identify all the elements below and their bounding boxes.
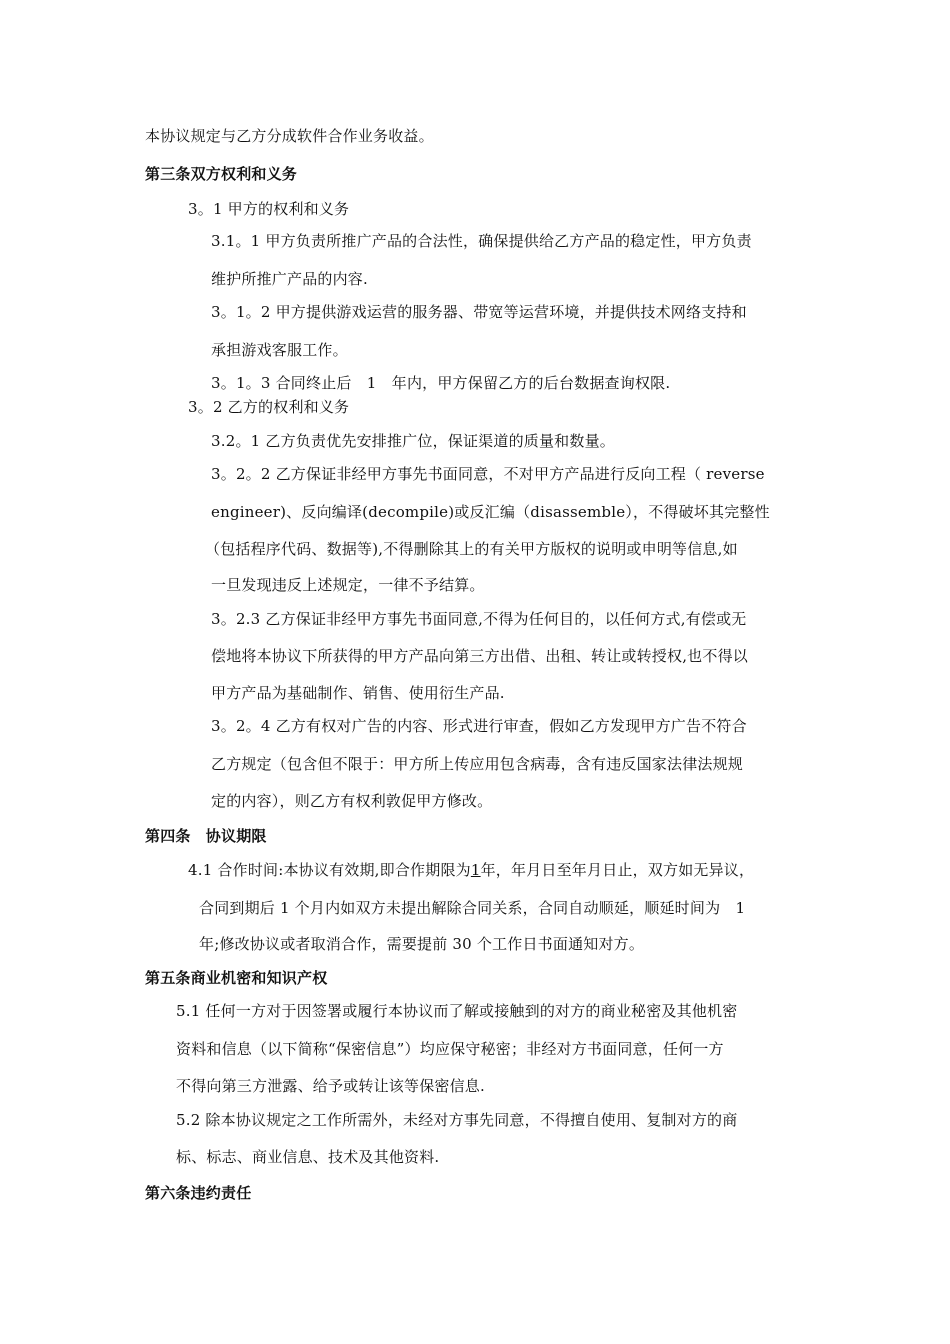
term-years-value: 1 [470,861,481,879]
paragraph-line: 偿地将本协议下所获得的甲方产品向第三方出借、出租、转让或转授权,也不得以 [211,647,748,665]
paragraph-line: 5.2 除本协议规定之工作所需外，未经对方事先同意，不得擅自使用、复制对方的商 [176,1111,738,1129]
paragraph-line: 3.2。1 乙方负责优先安排推广位，保证渠道的质量和数量。 [211,432,615,450]
paragraph-line: 乙方规定（包含但不限于：甲方所上传应用包含病毒，含有违反国家法律法规规 [211,755,744,773]
paragraph-line: 定的内容），则乙方有权利敦促甲方修改。 [211,792,493,810]
paragraph-line: 资料和信息（以下简称“保密信息”）均应保守秘密；非经对方书面同意，任何一方 [176,1040,724,1058]
section-heading-3: 第三条双方权利和义务 [145,165,298,183]
paragraph-line: 3。2。4 乙方有权对广告的内容、形式进行审查，假如乙方发现甲方广告不符合 [211,717,747,735]
paragraph-line: 维护所推广产品的内容. [211,270,368,288]
paragraph-line: 合同到期后 1 个月内如双方未提出解除合同关系，合同自动顺延，顺延时间为 1 [199,899,746,917]
paragraph-line: 标、标志、商业信息、技术及其他资料. [176,1148,440,1166]
paragraph-line: 不得向第三方泄露、给予或转让该等保密信息. [176,1077,485,1095]
paragraph-line: 3。2。2 乙方保证非经甲方事先书面同意，不对甲方产品进行反向工程（ reverse [211,465,765,483]
paragraph-line: 年;修改协议或者取消合作，需要提前 30 个工作日书面通知对方。 [199,935,645,953]
paragraph-line [188,860,754,880]
section-heading-4: 第四条 协议期限 [145,827,267,845]
subsection-heading-3-1: 3。1 甲方的权利和义务 [188,200,350,218]
paragraph-line: 3.1。1 甲方负责所推广产品的合法性，确保提供给乙方产品的稳定性，甲方负责 [211,232,752,250]
paragraph-line: 3。2.3 乙方保证非经甲方事先书面同意,不得为任何目的，以任何方式,有偿或无 [211,610,747,628]
paragraph-line: 本协议规定与乙方分成软件合作业务收益。 [145,127,434,145]
text-span: 年，年月日至年月日止，双方如无异议， [480,861,755,879]
paragraph-line: 3。1。2 甲方提供游戏运营的服务器、带宽等运营环境，并提供技术网络支持和 [211,303,747,321]
paragraph-line: 承担游戏客服工作。 [211,341,348,359]
paragraph-line: （包括程序代码、数据等),不得删除其上的有关甲方版权的说明或申明等信息,如 [205,540,738,558]
section-heading-5: 第五条商业机密和知识产权 [145,969,328,987]
paragraph-line: 一旦发现违反上述规定，一律不予结算。 [211,576,485,594]
paragraph-line: engineer)、反向编译(decompile)或反汇编（disassemble），不得破坏其完整性 [211,503,770,521]
section-heading-6: 第六条违约责任 [145,1184,252,1202]
paragraph-line: 甲方产品为基础制作、销售、使用衍生产品. [211,684,505,702]
paragraph-line: 3。1。3 合同终止后 1 年内，甲方保留乙方的后台数据查询权限. [211,374,671,392]
paragraph-line: 5.1 任何一方对于因签署或履行本协议而了解或接触到的对方的商业秘密及其他机密 [176,1002,738,1020]
text-span: 4.1 合作时间:本协议有效期,即合作期限为 [188,861,471,879]
subsection-heading-3-2: 3。2 乙方的权利和义务 [188,398,350,416]
